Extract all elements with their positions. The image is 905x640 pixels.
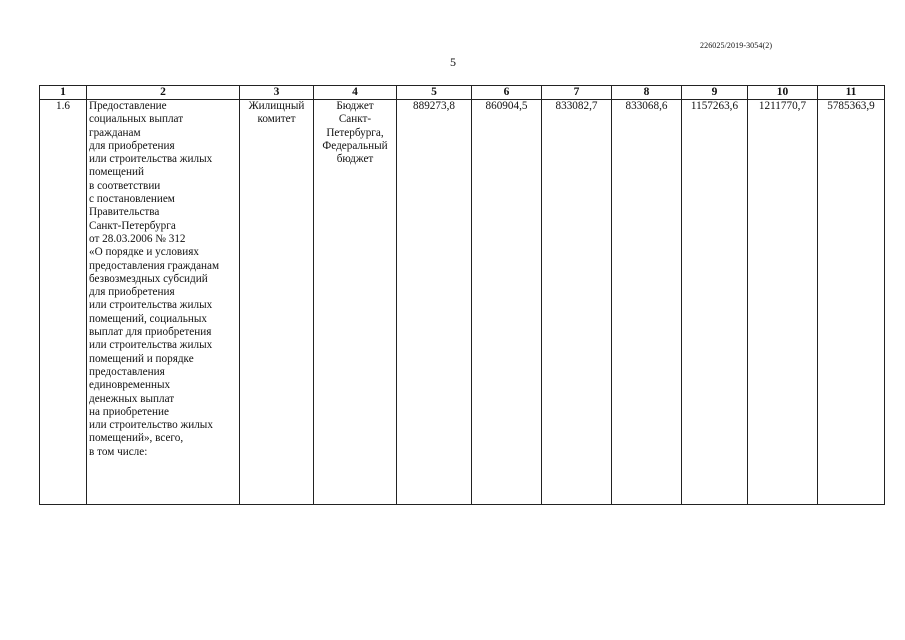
source-line: Санкт- (338, 113, 372, 126)
source-line: Бюджет (336, 100, 374, 112)
description-line: Правительства (89, 206, 160, 219)
description-line: помещений и порядке (89, 352, 194, 365)
description-line: от 28.03.2006 № 312 (89, 232, 186, 245)
description-line: Санкт-Петербурга (89, 219, 176, 232)
value-cell: 860904,5 (472, 100, 542, 505)
page-number: 5 (450, 55, 456, 69)
description-line: предоставления гражданам (89, 259, 220, 272)
description-line: на приобретение (89, 405, 169, 418)
header-row (40, 86, 885, 100)
column-header: 2 (87, 86, 240, 100)
description-line: социальных выплат (89, 113, 184, 126)
description-line: выплат для приобретения (89, 326, 212, 339)
row-executor (240, 100, 314, 505)
column-header: 10 (748, 86, 818, 100)
description-line: единовременных (89, 379, 171, 392)
row-number: 1.6 (40, 100, 87, 505)
column-header: 5 (397, 86, 472, 100)
description-line: «О порядке и условиях (89, 246, 199, 259)
description-line: для приобретения (89, 139, 175, 152)
value-cell: 1211770,7 (748, 100, 818, 505)
total-value-cell: 5785363,9 (818, 100, 885, 505)
value-cell: 833068,6 (612, 100, 682, 505)
description-line: помещений (89, 166, 144, 179)
description-line: гражданам (89, 126, 141, 139)
value-cell: 833082,7 (542, 100, 612, 505)
column-header: 11 (818, 86, 885, 100)
executor-line: Жилищный (248, 100, 305, 112)
value-cell: 889273,8 (397, 100, 472, 505)
column-header: 4 (314, 86, 397, 100)
funding-table (39, 85, 885, 505)
source-line: Федеральный (322, 139, 388, 152)
row-description (87, 100, 240, 505)
description-line: с постановлением (89, 193, 175, 206)
description-line: или строительства жилых (89, 153, 213, 166)
document-id: 226025/2019-3054(2) (700, 41, 773, 50)
description-line: предоставления (89, 365, 165, 378)
column-header: 9 (682, 86, 748, 100)
source-line: Петербурга, (326, 126, 384, 139)
source-line: бюджет (336, 153, 374, 166)
description-line: в том числе: (89, 445, 148, 458)
column-header: 3 (240, 86, 314, 100)
executor-line: комитет (257, 113, 296, 126)
column-header: 8 (612, 86, 682, 100)
description-line: Предоставление (89, 100, 167, 112)
description-line: или строительство жилых (89, 419, 213, 432)
row-funding-source (314, 100, 397, 505)
description-line: безвозмездных субсидий (89, 272, 208, 285)
description-line: помещений», всего, (89, 432, 184, 445)
description-line: денежных выплат (89, 392, 175, 405)
description-line: или строительства жилых (89, 339, 213, 352)
table-row (40, 100, 885, 505)
description-line: или строительства жилых (89, 299, 213, 312)
column-header: 6 (472, 86, 542, 100)
description-line: помещений, социальных (89, 312, 207, 325)
description-line: в соответствии (89, 179, 161, 192)
column-header: 1 (40, 86, 87, 100)
column-header: 7 (542, 86, 612, 100)
value-cell: 1157263,6 (682, 100, 748, 505)
description-line: для приобретения (89, 286, 175, 299)
